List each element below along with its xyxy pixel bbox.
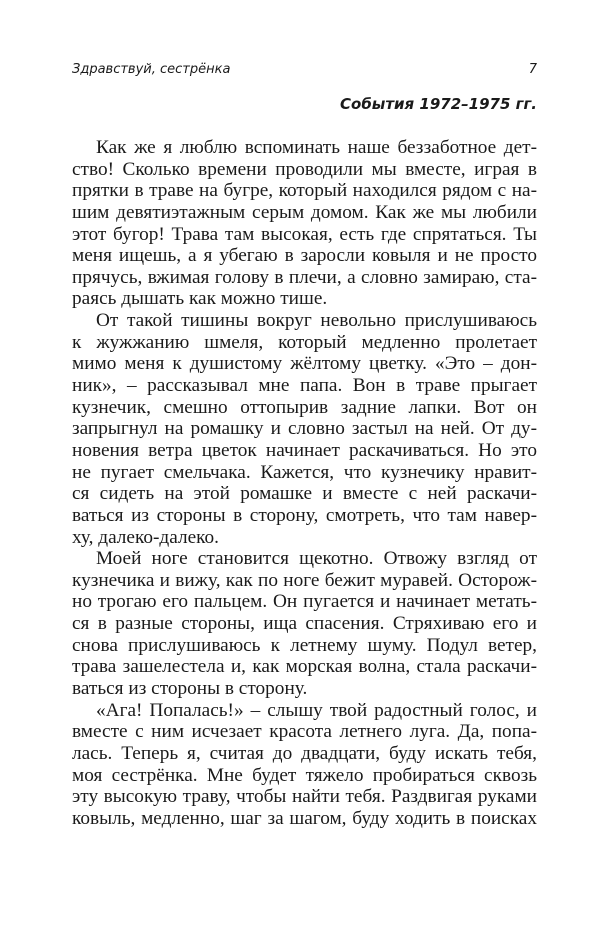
text-line: ваться из стороны в сторону, смотреть, что там навер- [72,504,537,526]
text-line: но трогаю его пальцем. Он пугается и начинает метать- [72,591,537,613]
text-line: прятки в траве на бугре, который находился рядом с на- [72,180,537,202]
text-line: «Ага! Попалась!» – слышу твой радостный голос, и [96,699,537,721]
text-line: новения ветра цветок начинает раскачиваться. Но это [72,439,537,461]
text-line: От такой тишины вокруг невольно прислушиваюсь [96,310,537,332]
text-line: ковыль, медленно, шаг за шагом, буду ходить в поисках [72,807,537,829]
text-line: запрыгнул на ромашку и словно застыл на ней. От ду- [72,418,537,440]
page-number: 7 [528,62,537,77]
text-line: моя сестрёнка. Мне будет тяжело пробираться сквозь [72,764,537,786]
text-line: ся сидеть на этой ромашке и вместе с ней раскачи- [72,483,537,505]
text-line: раясь дышать как можно тише. [72,288,328,310]
text-line: к жужжанию шмеля, который медленно пролетает [72,331,537,353]
chapter-title: События 1972–1975 гг. [340,95,537,113]
text-line: снова прислушиваюсь к летнему шуму. Подул ветер, [72,634,537,656]
text-line: трава зашелестела и, как морская волна, стала раскачи- [72,656,537,678]
text-line: мимо меня к душистому жёлтому цветку. «Это – дон- [72,353,537,375]
text-line: не пугает смельчака. Кажется, что кузнечику нравит- [72,461,537,483]
text-line: ху, далеко-далеко. [72,526,219,548]
text-line: меня ищешь, а я убегаю в заросли ковыля и не просто [72,245,537,267]
text-line: этот бугор! Трава там высокая, есть где спрятаться. Ты [72,223,537,245]
text-line: Как же я люблю вспоминать наше беззаботное дет- [96,137,537,158]
text-line: Моей ноге становится щекотно. Отвожу взгляд от [96,548,537,570]
text-line: ваться из стороны в сторону. [72,678,308,700]
text-line: кузнечик, смешно оттопырив задние лапки. Вот он [72,396,537,418]
text-line: шим девятиэтажным серым домом. Как же мы любили [72,201,537,223]
text-line: ство! Сколько времени проводили мы вместе, играя в [72,158,537,180]
text-line: эту высокую траву, чтобы найти тебя. Раздвигая руками [72,786,537,808]
text-line: кузнечика и вижу, как по ноге бежит муравей. Осторож- [72,569,537,591]
text-line: вместе с ним исчезает красота летнего луга. Да, попа- [72,721,537,743]
text-line: прячусь, вжимая голову в плечи, а словно замираю, ста- [72,266,537,288]
text-line: лась. Теперь я, считая до двадцати, буду искать тебя, [72,742,537,764]
book-title: Здравствуй, сестрёнка [72,62,231,77]
text-line: ник», – рассказывал мне папа. Вон в траве прыгает [72,375,537,397]
body-text [72,137,537,830]
text-line: ся в разные стороны, ища спасения. Стряхиваю его и [72,613,537,635]
